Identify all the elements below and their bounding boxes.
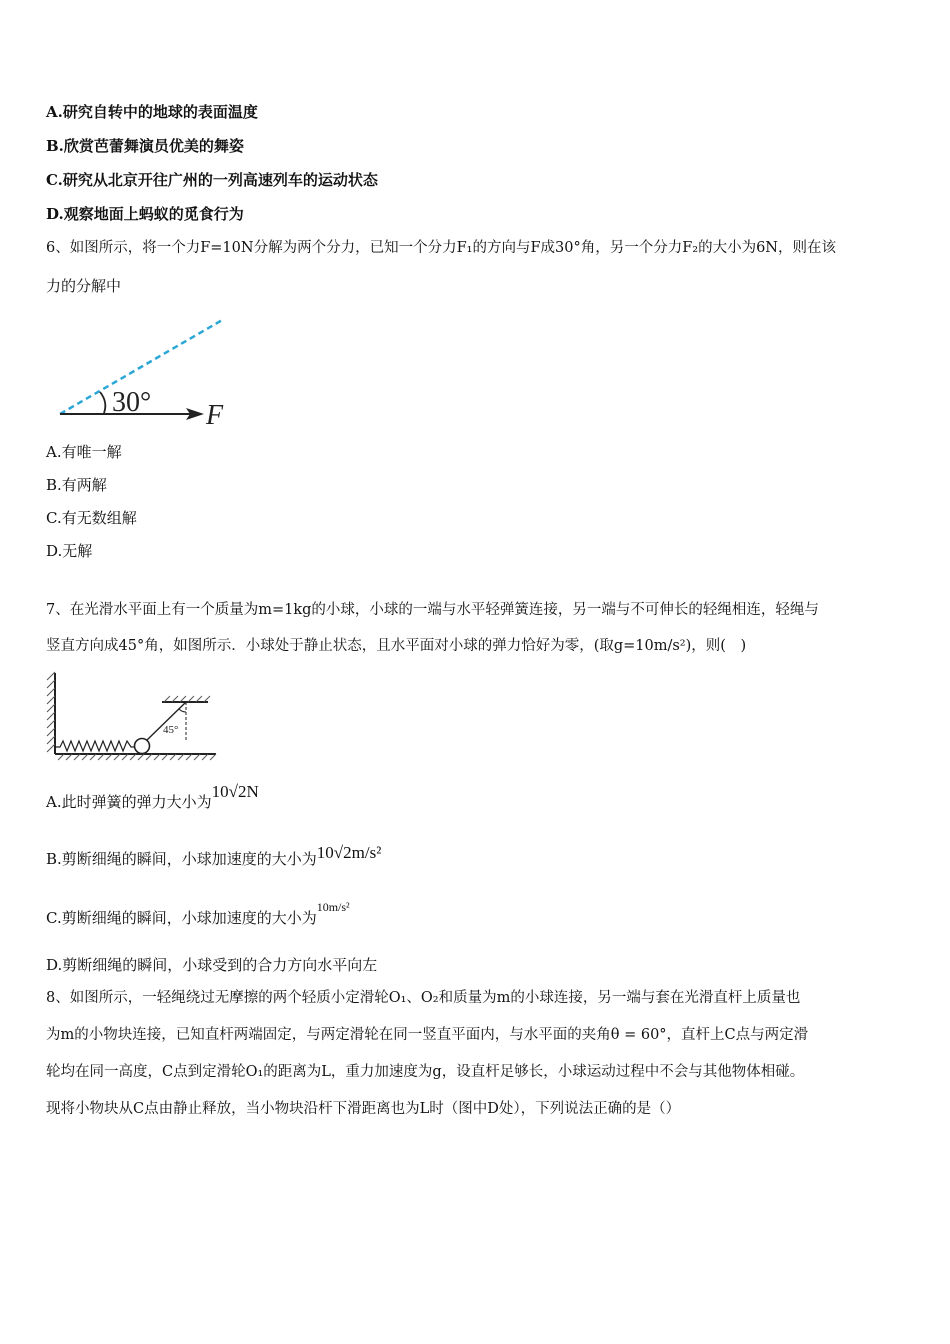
q8-line4: 现将小物块从C点由静止释放，当小物块沿杆下滑距离也为L时（图中D处），下列说法正确的是（） — [46, 1101, 681, 1117]
q5-option-d: D.观察地面上蚂蚁的觅食行为 — [46, 205, 244, 223]
q7-option-b — [46, 843, 382, 870]
q7-option-a — [46, 782, 259, 813]
q7-stem-line1: 7、在光滑水平面上有一个质量为m=1kg的小球，小球的一端与水平轻弹簧连接，另一端与不可伸长的轻绳相连，轻绳与 — [46, 602, 819, 618]
q7-option-b-text: B.剪断细绳的瞬间，小球加速度的大小为 — [46, 850, 317, 868]
q7-angle-label: 45° — [163, 724, 179, 736]
q7-option-c — [46, 900, 350, 930]
q6-stem-line1: 6、如图所示，将一个力F=10N分解为两个分力，已知一个分力F₁的方向与F成30°角，另一个分力F₂的大小为6N，则在该 — [46, 240, 836, 256]
q7-option-a-math: 10√2N — [211, 782, 259, 801]
q6-angle-arc — [100, 392, 105, 413]
q7-angle-arc — [179, 709, 186, 712]
q5-option-a: A.研究自转中的地球的表面温度 — [46, 103, 258, 121]
q6-option-b: B.有两解 — [46, 476, 107, 494]
q7-option-b-math: 10√2m/s² — [316, 843, 382, 862]
q8-line2: 为m的小物块连接，已知直杆两端固定，与两定滑轮在同一竖直平面内，与水平面的夹角θ = 60°，直杆上C点与两定滑 — [46, 1027, 809, 1043]
q7-option-c-text: C.剪断细绳的瞬间，小球加速度的大小为 — [46, 909, 317, 927]
q7-ball — [135, 739, 150, 754]
q7-option-d: D.剪断细绳的瞬间，小球受到的合力方向水平向左 — [46, 956, 378, 974]
q6-force-diagram — [46, 310, 246, 435]
q6-option-c: C.有无数组解 — [46, 509, 137, 527]
q7-spring — [55, 741, 134, 751]
q8-line1: 8、如图所示，一轻绳绕过无摩擦的两个轻质小定滑轮O₁、O₂和质量为m的小球连接，另一端与套在光滑直杆上质量也 — [46, 990, 801, 1006]
q7-stem-line2: 竖直方向成45°角，如图所示．小球处于静止状态，且水平面对小球的弹力恰好为零，(取g=10m/s²)，则( ) — [46, 638, 747, 654]
q5-option-c: C.研究从北京开往广州的一列高速列车的运动状态 — [46, 171, 378, 189]
q8-line3: 轮均在同一高度，C点到定滑轮O₁的距离为L，重力加速度为g，设直杆足够长，小球运动过程中不会与其他物体相碰。 — [46, 1064, 805, 1080]
q7-option-c-math: 10m/s² — [316, 900, 350, 914]
q7-option-a-text: A.此时弹簧的弹力大小为 — [46, 793, 212, 811]
q5-option-b: B.欣赏芭蕾舞演员优美的舞姿 — [46, 137, 244, 155]
q6-force-label: F — [206, 400, 224, 431]
q6-option-d: D.无解 — [46, 542, 93, 560]
q6-angle-label: 30° — [112, 387, 152, 418]
q6-option-a: A.有唯一解 — [46, 443, 122, 461]
q6-stem-line2: 力的分解中 — [46, 277, 122, 295]
q7-spring-diagram — [46, 668, 221, 763]
